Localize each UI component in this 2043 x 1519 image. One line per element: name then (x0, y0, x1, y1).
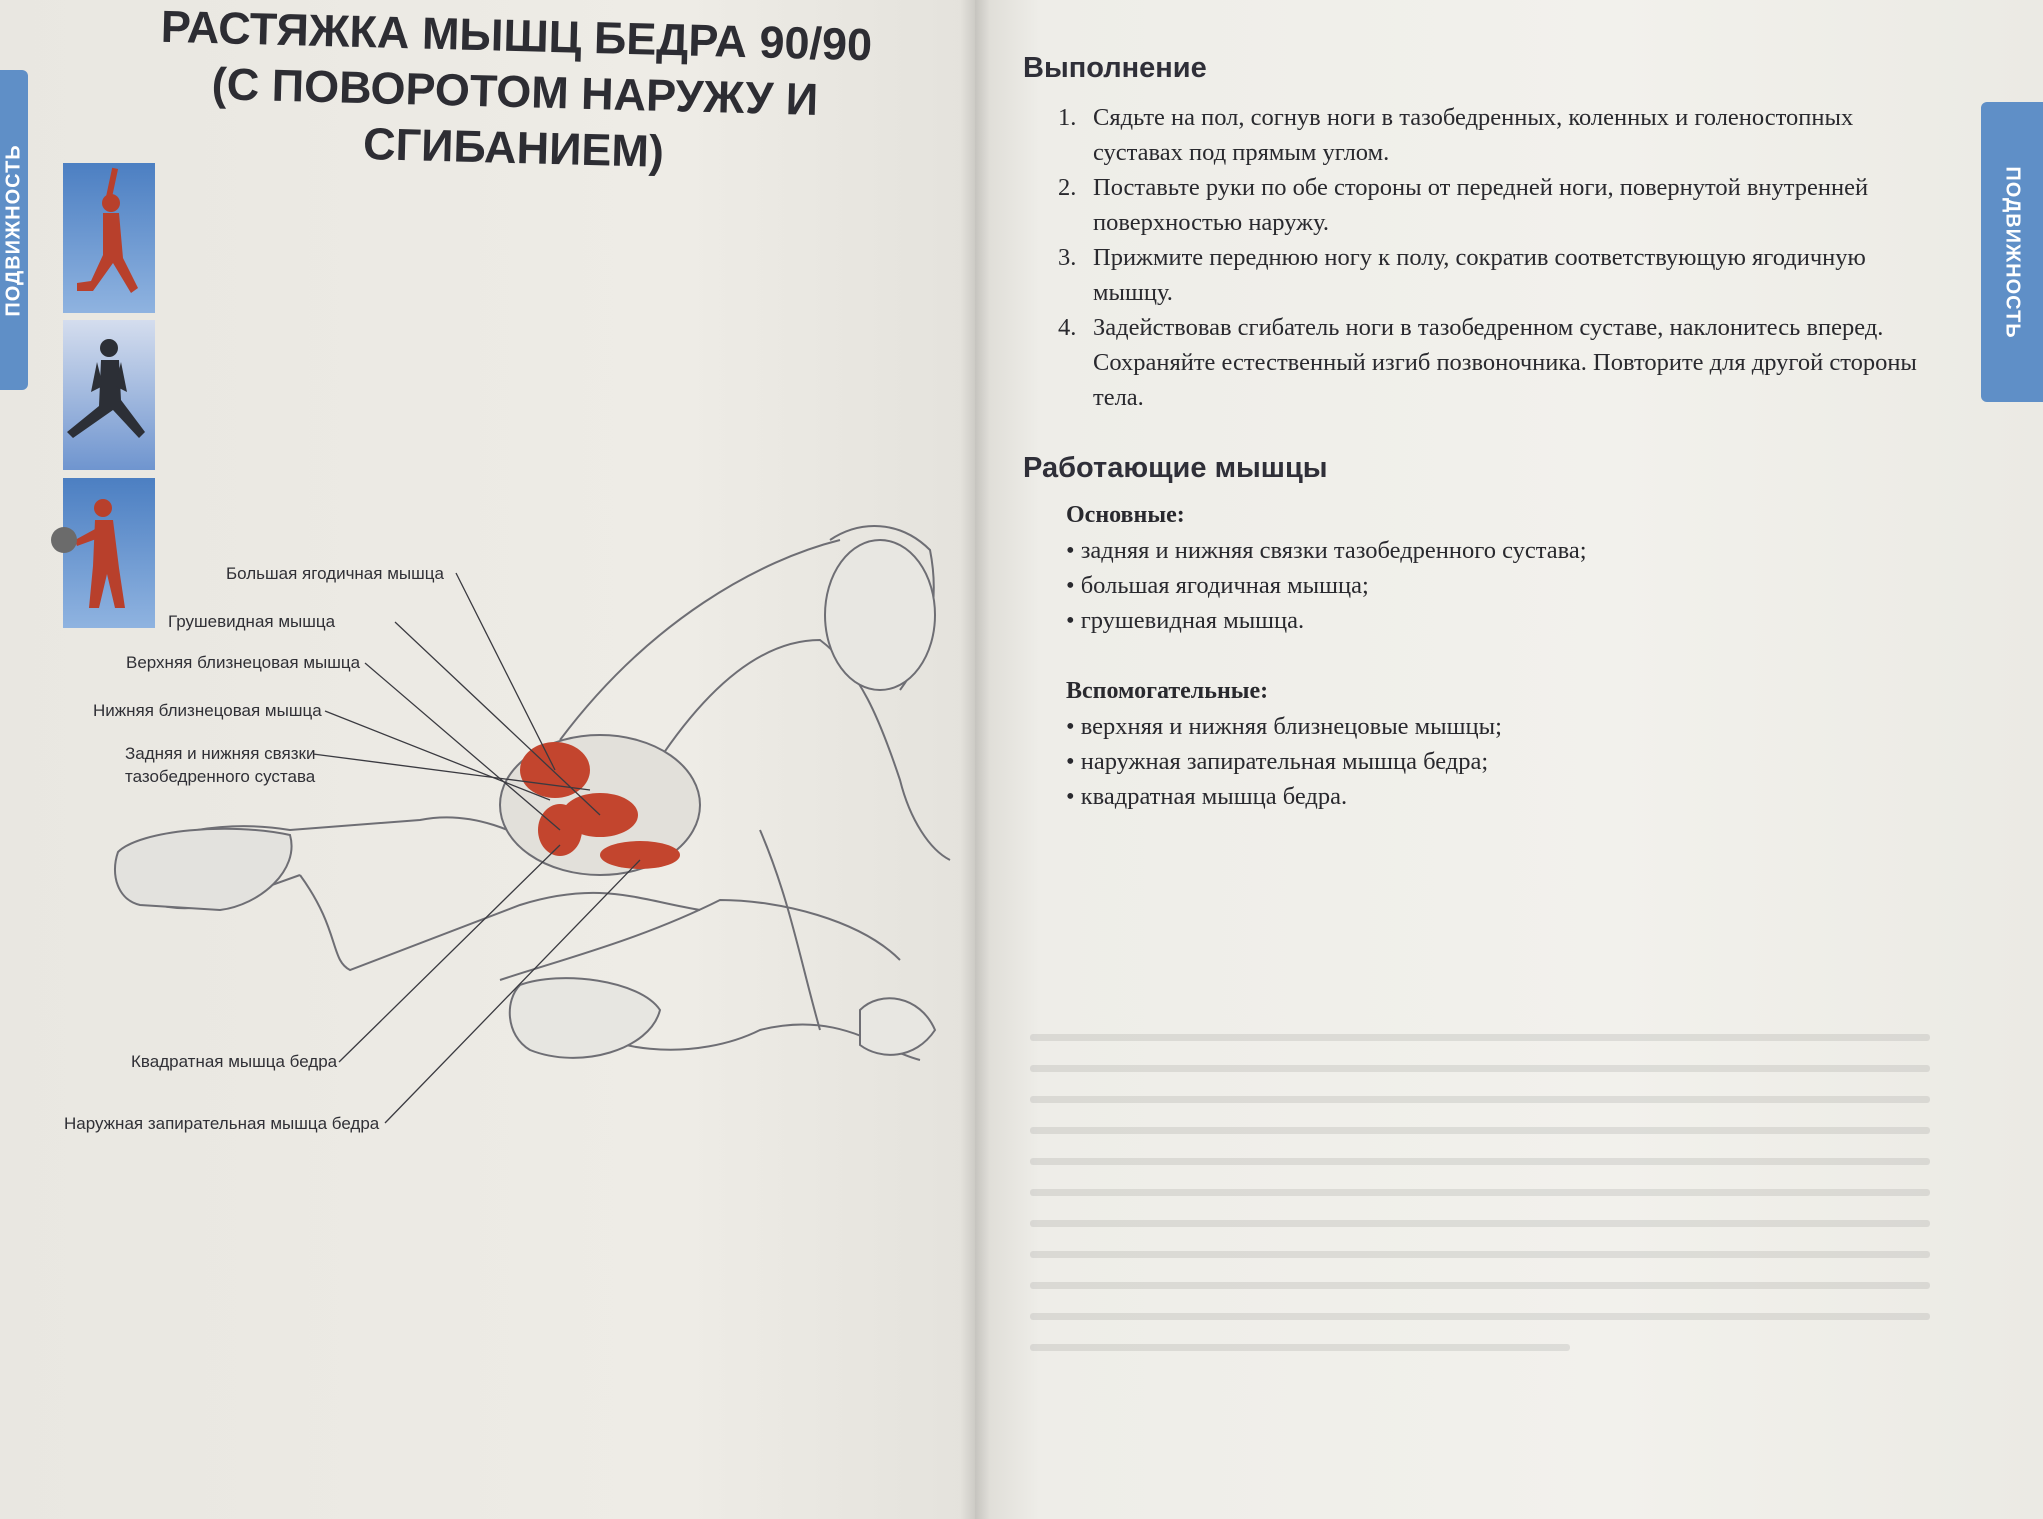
primary-muscles-label: Основные: (1066, 502, 1185, 528)
heading-working-muscles: Работающие мышцы (1023, 452, 1328, 484)
bleed-through-text (1030, 1010, 1930, 1450)
section-tab-right: ПОДВИЖНОСТЬ (1981, 102, 2043, 402)
steps-list (1058, 100, 1948, 415)
step-item: 4. Задействовав сгибатель ноги в тазобедренном суставе, наклонитесь вперед. Сохраняйте естественный изгиб позвоночника. Повторите для другой стороны тела. (1058, 314, 1917, 411)
primary-muscles-list (1066, 533, 1946, 638)
title-line-1: РАСТЯЖКА МЫШЦ БЕДРА 90/90 (160, 0, 873, 71)
title-line-2: (С ПОВОРОТОМ НАРУЖУ И СГИБАНИЕМ) (211, 58, 819, 177)
label-inferior-gemellus: Нижняя близнецовая мышца (93, 701, 322, 720)
stretch-pose-icon (63, 163, 155, 313)
label-quadratus-femoris: Квадратная мышца бедра (131, 1052, 338, 1071)
label-obturator-externus: Наружная запирательная мышца бедра (64, 1114, 380, 1133)
list-item: • верхняя и нижняя близнецовые мышцы; (1066, 709, 1946, 744)
list-item: • большая ягодичная мышца; (1066, 568, 1946, 603)
label-ligaments-line2: тазобедренного сустава (125, 767, 316, 786)
section-tab-left: ПОДВИЖНОСТЬ (0, 70, 28, 390)
heading-execution: Выполнение (1023, 52, 1207, 84)
label-ligaments-line1: Задняя и нижняя связки (125, 744, 316, 763)
secondary-muscles-label: Вспомогательные: (1066, 678, 1269, 704)
lunge-pose-icon (63, 320, 155, 470)
ball-pose-icon (63, 478, 155, 628)
label-piriformis: Грушевидная мышца (168, 612, 336, 631)
list-item: • задняя и нижняя связки тазобедренного сустава; (1066, 533, 1946, 568)
page-title (68, 0, 962, 188)
secondary-muscles-list (1066, 709, 1946, 814)
label-superior-gemellus: Верхняя близнецовая мышца (126, 653, 361, 672)
step-item: 2. Поставьте руки по обе стороны от передней ноги, повернутой внутренней поверхностью наружу. (1058, 174, 1869, 236)
list-item: • наружная запирательная мышца бедра; (1066, 744, 1946, 779)
list-item: • грушевидная мышца. (1066, 603, 1946, 638)
list-item: • квадратная мышца бедра. (1066, 779, 1946, 814)
step-item: 3. Прижмите переднюю ногу к полу, сократив соответствующую ягодичную мышцу. (1058, 244, 1866, 306)
step-item: 1. Сядьте на пол, согнув ноги в тазобедренных, коленных и голеностопных суставах под прямым углом. (1058, 104, 1854, 166)
label-gluteus-maximus: Большая ягодичная мышца (226, 564, 444, 583)
book-gutter (960, 0, 990, 1519)
